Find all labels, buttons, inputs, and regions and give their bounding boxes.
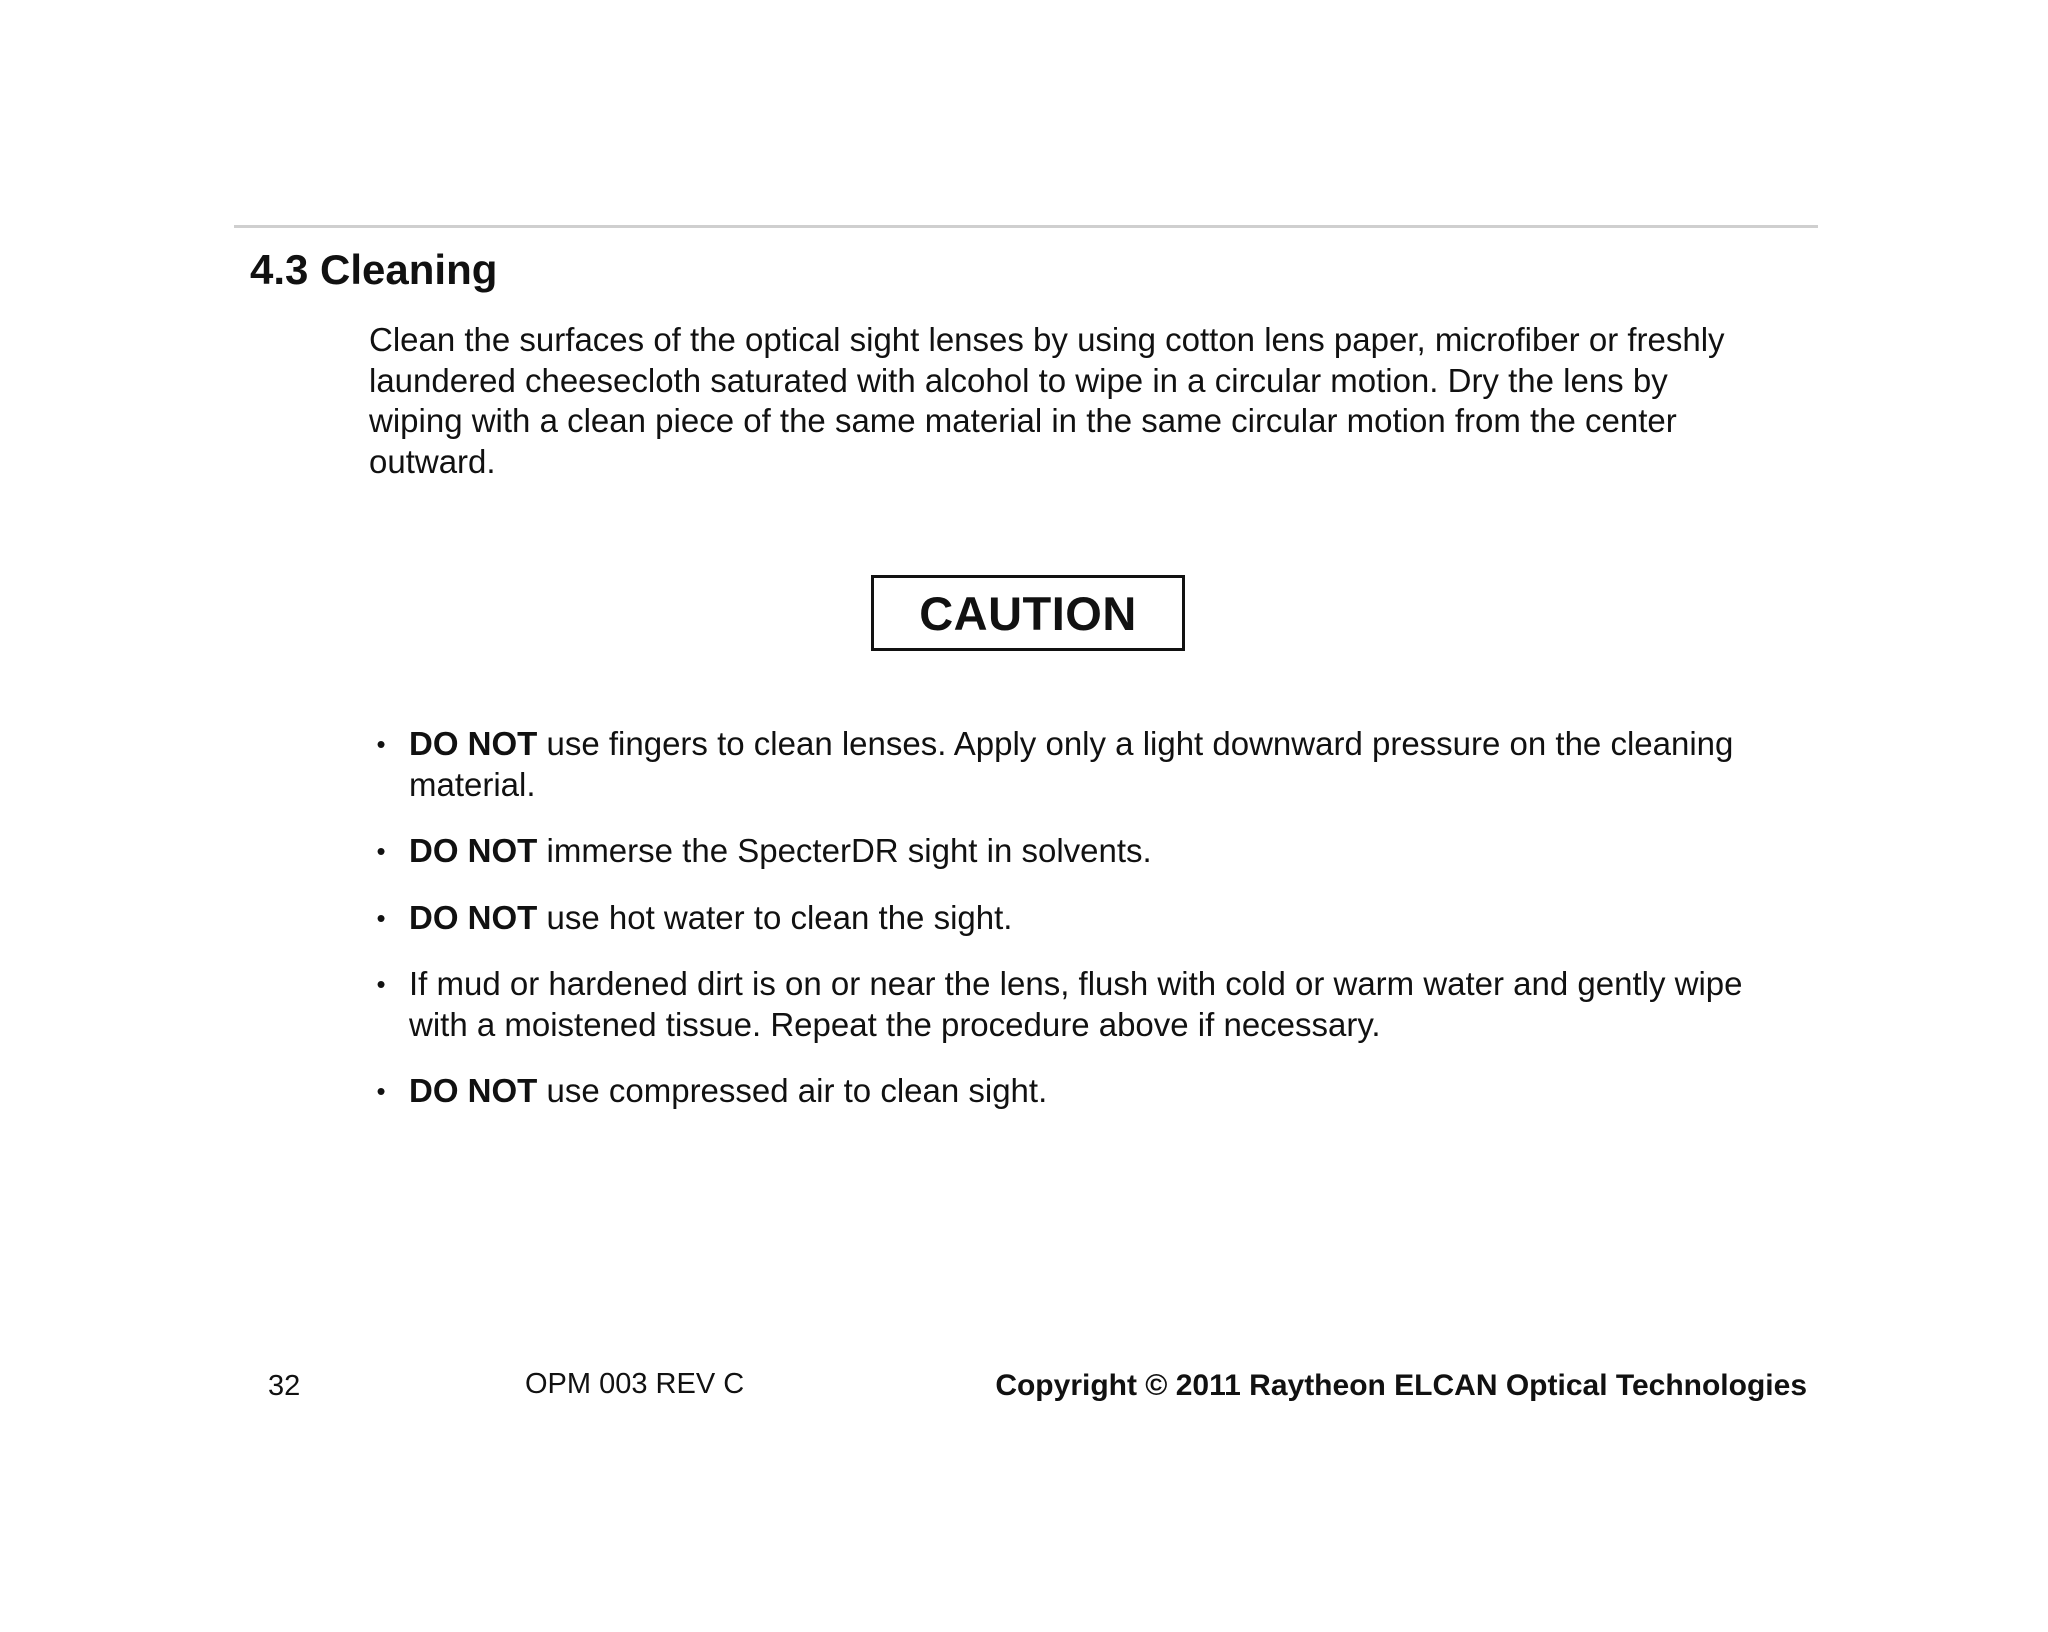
do-not-emphasis: DO NOT — [409, 1072, 538, 1109]
do-not-emphasis: DO NOT — [409, 832, 538, 869]
bullet-icon: • — [376, 969, 386, 999]
copyright-notice: Copyright © 2011 Raytheon ELCAN Optical Technologies — [995, 1369, 1807, 1402]
do-not-emphasis: DO NOT — [409, 898, 538, 936]
caution-list-item — [369, 724, 1769, 805]
bullet-icon: • — [376, 1076, 386, 1106]
section-heading: 4.3 Cleaning — [250, 246, 498, 293]
caution-list-item — [369, 898, 1769, 939]
do-not-emphasis: DO NOT — [409, 725, 538, 762]
caution-item-text: If mud or hardened dirt is on or near the lens, flush with cold or warm water and gently wipe with a moistened tissue. Repeat the procedure above if necessary. — [409, 965, 1743, 1043]
bullet-icon: • — [376, 729, 386, 759]
document-id: OPM 003 REV C — [525, 1368, 745, 1400]
caution-box — [871, 575, 1185, 651]
caution-item-text: use hot water to clean the sight. — [537, 898, 1013, 936]
caution-item-text: immerse the SpecterDR sight in solvents. — [537, 832, 1152, 869]
bullet-icon: • — [376, 836, 386, 866]
caution-label: CAUTION — [919, 586, 1137, 640]
caution-list — [369, 724, 1769, 1138]
caution-item-text: use fingers to clean lenses. Apply only a light downward pressure on the cleaning material. — [409, 725, 1734, 803]
caution-list-item — [369, 964, 1769, 1045]
caution-list-item — [369, 1071, 1769, 1112]
header-divider — [234, 225, 1818, 228]
caution-list-item — [369, 831, 1769, 872]
page-number: 32 — [268, 1370, 301, 1402]
caution-item-text: use compressed air to clean sight. — [537, 1072, 1048, 1109]
bullet-icon: • — [376, 902, 386, 933]
cleaning-instructions-paragraph: Clean the surfaces of the optical sight lenses by using cotton lens paper, microfiber or freshly laundered cheesecloth saturated with alcohol to wipe in a circular motion. Dry the lens by wiping with a clean piece of the same material in the same circular motion from the center outward. — [369, 321, 1725, 480]
